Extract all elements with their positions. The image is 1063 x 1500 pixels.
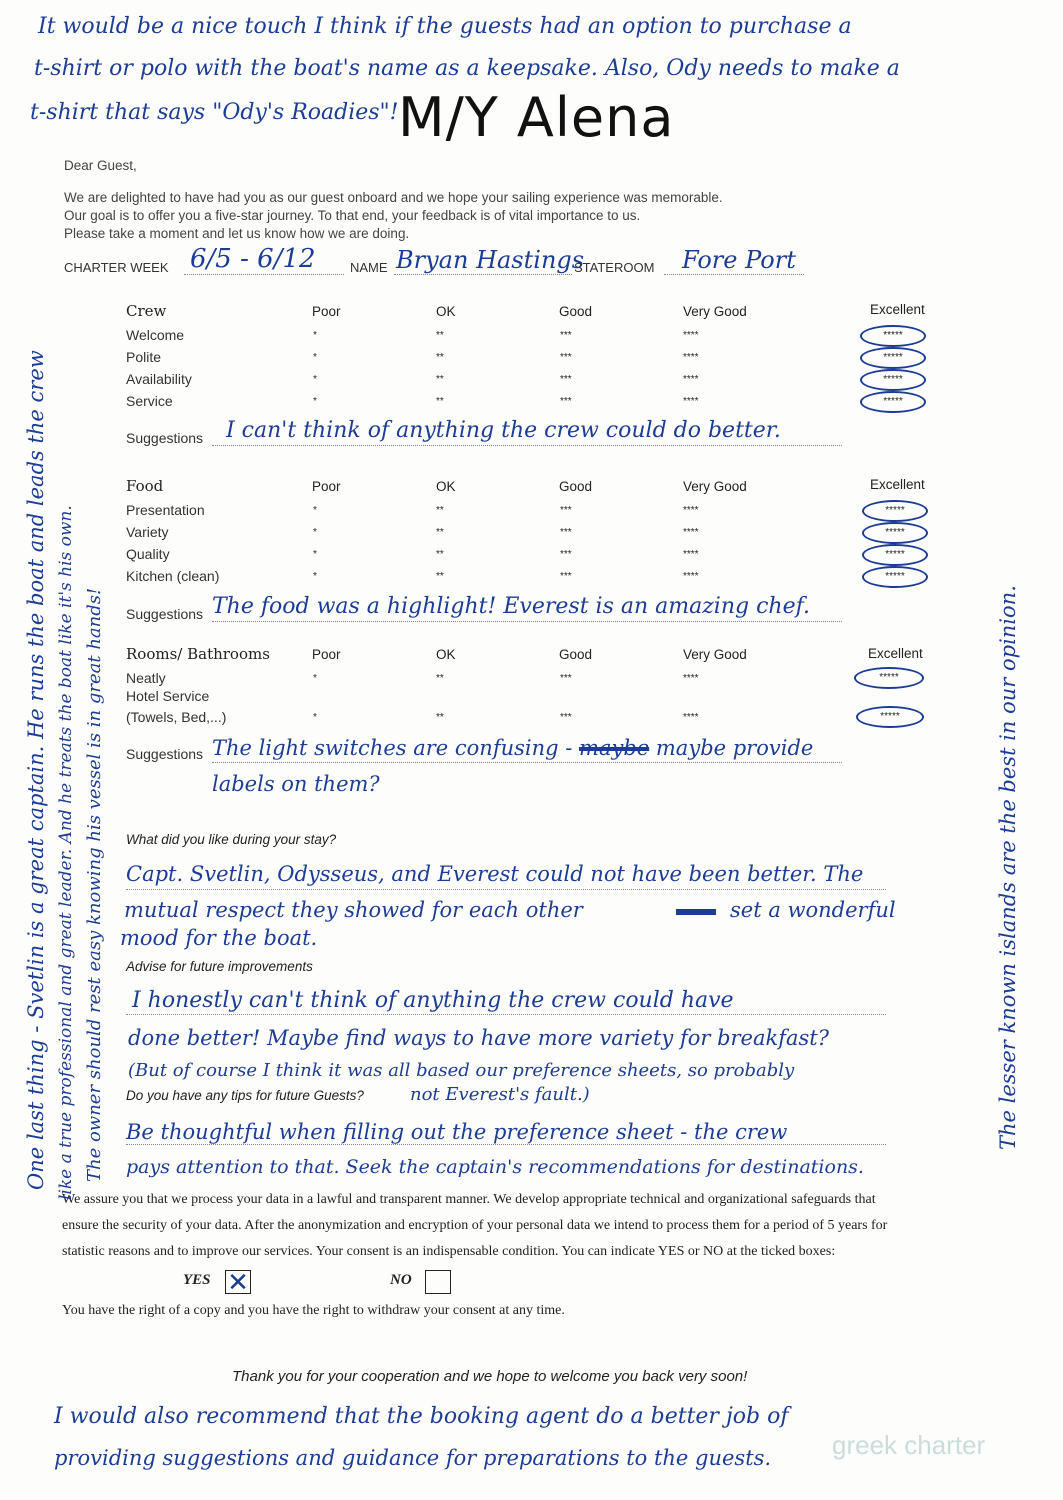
liked-line-1 [126, 889, 886, 890]
improvements-question: Advise for future improvements [126, 959, 313, 974]
consent-line-3: statistic reasons and to improve our services. Your consent is an indispensable condition. You can indicate YES or NO at the ticked boxes: [62, 1244, 836, 1259]
star-option[interactable]: * [313, 352, 317, 363]
star-option[interactable]: **** [683, 330, 699, 341]
charter-week-label: CHARTER WEEK [64, 260, 169, 275]
margin-left-line-1: One last thing - Svetlin is a great captain. He runs the boat and leads the crew [24, 350, 48, 1190]
handwritten-note-line-1: It would be a nice touch I think if the guests had an option to purchase a [38, 14, 852, 39]
crew-col-excellent: Excellent [870, 302, 925, 317]
rooms-section-title: Rooms/ Bathrooms [126, 645, 270, 663]
intro-line-2: Our goal is to offer you a five-star journey. To that end, your feedback is of vital importance to us. [64, 208, 641, 223]
charter-week-line [184, 274, 344, 275]
star-option[interactable]: *** [560, 673, 572, 684]
star-option[interactable]: **** [683, 396, 699, 407]
star-option[interactable]: * [313, 330, 317, 341]
handwritten-note-line-2: t-shirt or polo with the boat's name as a keepsake. Also, Ody needs to make a [34, 56, 900, 81]
greeting: Dear Guest, [64, 158, 137, 173]
rooms-col-ok: OK [436, 647, 456, 662]
star-option[interactable]: *** [560, 505, 572, 516]
yes-checkbox[interactable]: ✕ [225, 1270, 251, 1294]
selected-excellent-oval[interactable]: ***** [862, 500, 928, 522]
star-option[interactable]: * [313, 571, 317, 582]
star-option[interactable]: *** [560, 374, 572, 385]
food-row-quality: Quality [126, 546, 170, 562]
no-checkbox[interactable] [425, 1270, 451, 1294]
selected-excellent-oval[interactable]: ***** [860, 325, 926, 347]
star-option[interactable]: *** [560, 549, 572, 560]
star-option[interactable]: **** [683, 549, 699, 560]
star-option[interactable]: ** [436, 712, 444, 723]
star-option[interactable]: * [313, 396, 317, 407]
star-option[interactable]: *** [560, 330, 572, 341]
crew-suggestions-line [212, 445, 842, 446]
crew-suggestions-label: Suggestions [126, 430, 204, 446]
star-option[interactable]: **** [683, 505, 699, 516]
yes-label: YES [183, 1272, 211, 1288]
crew-row-welcome: Welcome [126, 327, 185, 343]
margin-right-note: The lesser known islands are the best in our opinion. [996, 585, 1020, 1150]
page-title: M/Y Alena [398, 86, 675, 149]
star-option[interactable]: ** [436, 396, 444, 407]
star-option[interactable]: *** [560, 352, 572, 363]
margin-left-line-2: like a true professional and great leader. And he treats the boat like it's his own. [56, 505, 76, 1200]
rooms-suggestion-part: The light switches are confusing - [212, 736, 573, 760]
tips-answer-line-1[interactable]: Be thoughtful when filling out the preference sheet - the crew [126, 1120, 788, 1144]
rooms-suggestion-text-1[interactable] [212, 736, 813, 760]
rooms-col-excellent: Excellent [868, 646, 923, 661]
improvements-answer-line-1[interactable]: I honestly can't think of anything the crew could have [132, 988, 734, 1013]
liked-scribble [676, 909, 716, 915]
watermark-logo: greek charter [832, 1430, 986, 1460]
star-option[interactable]: **** [683, 712, 699, 723]
crew-col-poor: Poor [312, 304, 341, 319]
star-option[interactable]: * [313, 673, 317, 684]
star-option[interactable]: ** [436, 352, 444, 363]
selected-excellent-oval[interactable]: ***** [860, 391, 926, 413]
star-option[interactable]: * [313, 374, 317, 385]
consent-line-1: We assure you that we process your data in a lawful and transparent manner. We develop appropriate technical and organizational safeguards that [62, 1192, 876, 1207]
star-option[interactable]: *** [560, 527, 572, 538]
food-section-title: Food [126, 477, 164, 495]
star-option[interactable]: **** [683, 352, 699, 363]
selected-excellent-oval[interactable]: ***** [854, 667, 924, 689]
rooms-suggestion-struck: maybe [579, 736, 650, 760]
handwritten-note-line-3: t-shirt that says "Ody's Roadies"! [30, 100, 399, 125]
food-col-ok: OK [436, 479, 456, 494]
handwritten-bottom-line-1: I would also recommend that the booking agent do a better job of [54, 1404, 789, 1429]
food-col-excellent: Excellent [870, 477, 925, 492]
food-row-variety: Variety [126, 524, 169, 540]
food-row-kitchen: Kitchen (clean) [126, 568, 220, 584]
rights-text: You have the right of a copy and you have the right to withdraw your consent at any time. [62, 1303, 565, 1318]
selected-excellent-oval[interactable]: ***** [856, 706, 924, 728]
intro-line-1: We are delighted to have had you as our guest onboard and we hope your sailing experience was memorable. [64, 190, 723, 205]
crew-row-polite: Polite [126, 349, 162, 365]
selected-excellent-oval[interactable]: ***** [862, 544, 928, 566]
crew-col-ok: OK [436, 304, 456, 319]
star-option[interactable]: **** [683, 673, 699, 684]
rooms-suggestion-part-b: maybe provide [655, 736, 814, 760]
charter-week-value[interactable]: 6/5 - 6/12 [190, 244, 316, 274]
food-col-very-good: Very Good [683, 479, 747, 494]
star-option[interactable]: **** [683, 527, 699, 538]
crew-row-availability: Availability [126, 371, 192, 387]
star-option[interactable]: ** [436, 673, 444, 684]
handwritten-bottom-line-2: providing suggestions and guidance for preparations to the guests. [54, 1446, 772, 1470]
thank-you-text: Thank you for your cooperation and we hope to welcome you back very soon! [232, 1368, 748, 1385]
star-option[interactable]: * [313, 527, 317, 538]
crew-row-service: Service [126, 393, 173, 409]
rooms-suggestions-label: Suggestions [126, 746, 204, 762]
star-option[interactable]: ** [436, 505, 444, 516]
food-suggestions-label: Suggestions [126, 606, 204, 622]
rooms-row-hotel-service: Hotel Service [126, 688, 210, 704]
star-option[interactable]: *** [560, 571, 572, 582]
star-option[interactable]: ** [436, 527, 444, 538]
name-value[interactable]: Bryan Hastings [396, 246, 585, 274]
food-row-presentation: Presentation [126, 502, 205, 518]
rooms-col-good: Good [559, 647, 593, 662]
intro-line-3: Please take a moment and let us know how we are doing. [64, 226, 410, 241]
star-option[interactable]: ** [436, 549, 444, 560]
food-suggestion-text[interactable]: The food was a highlight! Everest is an amazing chef. [212, 594, 810, 619]
crew-col-good: Good [559, 304, 593, 319]
selected-excellent-oval[interactable]: ***** [860, 347, 926, 369]
liked-answer-line-3[interactable]: mood for the boat. [120, 926, 318, 950]
food-suggestions-line [212, 621, 842, 622]
improvements-answer-line-4[interactable]: not Everest's fault.) [410, 1084, 590, 1105]
star-option[interactable]: ** [436, 330, 444, 341]
selected-excellent-oval[interactable]: ***** [860, 369, 926, 391]
name-line [394, 274, 572, 275]
consent-line-2: ensure the security of your data. After the anonymization and encryption of your personal data we intend to process them for a period of 5 years for [62, 1218, 888, 1233]
rooms-col-very-good: Very Good [683, 647, 747, 662]
selected-excellent-oval[interactable]: ***** [862, 566, 928, 588]
food-col-good: Good [559, 479, 593, 494]
liked-answer-line-2[interactable]: mutual respect they showed for each other [124, 898, 583, 922]
liked-answer-line-2b[interactable]: set a wonderful [730, 898, 896, 922]
rooms-suggestion-text-2[interactable]: labels on them? [212, 772, 380, 796]
rooms-suggestions-line [212, 762, 842, 763]
star-option[interactable]: ** [436, 571, 444, 582]
star-option[interactable]: * [313, 505, 317, 516]
improvements-answer-line-3[interactable]: (But of course I think it was all based our preference sheets, so probably [128, 1060, 795, 1081]
stateroom-line [664, 274, 804, 275]
star-option[interactable]: **** [683, 374, 699, 385]
stateroom-label: STATEROOM [574, 260, 655, 275]
stateroom-value[interactable]: Fore Port [682, 246, 796, 274]
star-option[interactable]: **** [683, 571, 699, 582]
star-option[interactable]: ** [436, 374, 444, 385]
star-option[interactable]: *** [560, 396, 572, 407]
rooms-col-poor: Poor [312, 647, 341, 662]
star-option[interactable]: *** [560, 712, 572, 723]
star-option[interactable]: * [313, 549, 317, 560]
selected-excellent-oval[interactable]: ***** [862, 522, 928, 544]
crew-section-title: Crew [126, 302, 167, 320]
tips-answer-line-2[interactable]: pays attention to that. Seek the captain's recommendations for destinations. [126, 1156, 864, 1178]
tips-question: Do you have any tips for future Guests? [126, 1088, 364, 1103]
improvements-line [126, 1014, 886, 1015]
no-label: NO [390, 1272, 412, 1288]
tips-line [126, 1144, 886, 1145]
liked-question: What did you like during your stay? [126, 832, 337, 847]
rooms-row-towels: (Towels, Bed,...) [126, 709, 227, 725]
margin-left-line-3: The owner should rest easy knowing his vessel is in great hands! [84, 587, 105, 1182]
name-label: NAME [350, 260, 388, 275]
star-option[interactable]: * [313, 712, 317, 723]
rooms-row-neatly: Neatly [126, 670, 166, 686]
crew-col-very-good: Very Good [683, 304, 747, 319]
liked-answer-line-1[interactable]: Capt. Svetlin, Odysseus, and Everest could not have been better. The [126, 862, 864, 886]
crew-suggestion-text[interactable]: I can't think of anything the crew could do better. [226, 418, 781, 443]
food-col-poor: Poor [312, 479, 341, 494]
improvements-answer-line-2[interactable]: done better! Maybe find ways to have more variety for breakfast? [128, 1026, 829, 1050]
